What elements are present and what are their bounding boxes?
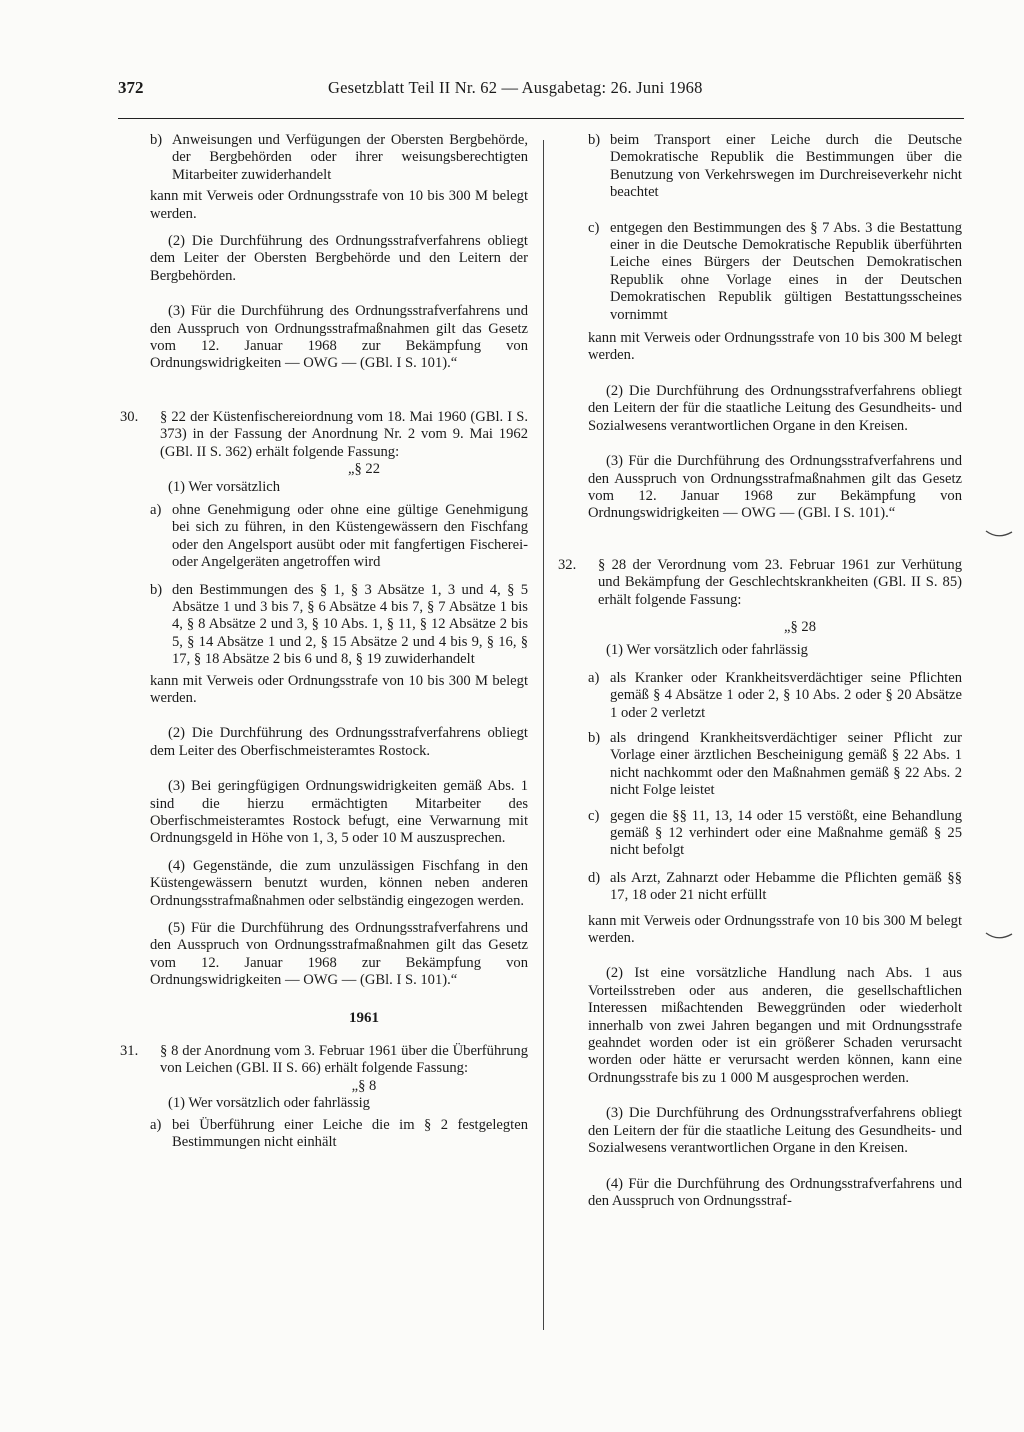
item-31-a: a) bei Überführung einer Leiche die im § 2 festgelegten Bestimmungen nicht einhält (150, 1116, 528, 1151)
item-31-section: „§ 8 (351, 1077, 377, 1094)
item-32-b: b) als dringend Krankheitsverdächtiger seiner Pflicht zur Vorlage einer ärztlichen Bescheinigung gemäß § 22 Abs. 1 nicht nachkommt oder den Maßnahmen gemäß § 22 Abs. 2 nicht Folge leistet (588, 729, 962, 799)
column-divider (543, 140, 544, 1330)
item-30-p1: (1) Wer vorsätzlich (168, 478, 281, 495)
item-30-p2: (2) Die Durchführung des Ordnungsstrafverfahrens obliegt dem Leiter des Oberfischmeisteramtes Rostock. (150, 725, 528, 759)
left-b-penalty: kann mit Verweis oder Ordnungsstrafe von 10 bis 300 M belegt werden. (150, 188, 528, 222)
page-header (118, 78, 964, 106)
item-31-p1: (1) Wer vorsätzlich oder fahrlässig (168, 1095, 370, 1112)
margin-mark (984, 930, 1014, 944)
item-32-number: 32. (558, 556, 577, 573)
right-item-b: b) beim Transport einer Leiche durch die Deutsche Demokratische Republik die Bestimmungen über die Benutzung von Verkehrswegen im Durchreiseverkehr nicht beachtet (588, 132, 962, 201)
right-item-c: c) entgegen den Bestimmungen des § 7 Abs. 3 die Bestattung einer in die Deutsche Demokratische Republik überführten Leiche eines Bürgers der Deutschen Demokratischen Republik ohne Vorlage eines in der Deutschen Demokratischen Republik gültigen Bestattungsscheines vornimmt (588, 219, 962, 323)
item-30-p3: (3) Bei geringfügigen Ordnungswidrigkeiten gemäß Abs. 1 sind die hierzu ermächtigten Mitarbeiter des Oberfischmeisteramtes Rostock befugt, eine Verwarnung mit Ordnungsgeld in Höhe von 1, 3, 5 oder 10 M auszusprechen. (150, 778, 528, 847)
item-32-a: a) als Kranker oder Krankheitsverdächtiger seine Pflichten gemäß § 4 Absätze 1 oder 2, § 10 Abs. 2 oder § 20 Absätze 1 oder 2 verletzt (588, 669, 962, 721)
right-paragraph-2: (2) Die Durchführung des Ordnungsstrafverfahrens obliegt den Leitern der für die staatliche Leitung des Gesundheits- und Sozialwesens verantwortlichen Organe in den Kreisen. (588, 382, 962, 434)
item-32-q4: (4) Für die Durchführung des Ordnungsstrafverfahrens und den Ausspruch von Ordnungsstraf- (588, 1175, 962, 1209)
item-30-text: § 22 der Küstenfischereiordnung vom 18. Mai 1960 (GBl. I S. 373) in der Fassung der Anordnung Nr. 2 vom 9. Mai 1962 (GBl. II S. 362) erhält folgende Fassung: (160, 408, 528, 460)
item-30-p5: (5) Für die Durchführung des Ordnungsstrafverfahrens und den Ausspruch von Ordnungsstrafmaßnahmen gilt das Gesetz vom 12. Januar 1968 zur Bekämpfung von Ordnungswidrigkeiten — OWG — (GBl. I S. 101).“ (150, 920, 528, 989)
gazette-title: Gesetzblatt Teil II Nr. 62 — Ausgabetag: 26. Juni 1968 (328, 78, 703, 97)
item-32-q2: (2) Ist eine vorsätzliche Handlung nach Abs. 1 aus Vorteilsstreben oder aus anderen, die gesellschaftlichen Interessen mißachtenden Beweggründen oder wiederholt innerhalb von zwei Jahren begangen und mit Ordnungsstrafe geahndet worden oder ist ein größerer Schaden verursacht worden oder hätte er verursacht werden können, kann eine Ordnungsstrafe bis zu 1 000 M ausgesprochen werden. (588, 965, 962, 1086)
item-32-text: § 28 der Verordnung vom 23. Februar 1961 zur Verhütung und Bekämpfung der Geschlechtskrankheiten (GBl. II S. 85) erhält folgende Fassung: (598, 556, 962, 608)
item-30-p4: (4) Gegenstände, die zum unzulässigen Fischfang in den Küstengewässern benutzt wurden, können neben anderen Ordnungsstrafmaßnahmen oder selbständig eingezogen werden. (150, 857, 528, 909)
item-32-p1: (1) Wer vorsätzlich oder fahrlässig (606, 642, 808, 659)
item-32-penalty: kann mit Verweis oder Ordnungsstrafe von 10 bis 300 M belegt werden. (588, 912, 962, 947)
page-number: 372 (118, 78, 144, 97)
right-column (558, 132, 962, 1210)
left-paragraph-3: (3) Für die Durchführung des Ordnungsstrafverfahrens und den Ausspruch von Ordnungsstrafmaßnahmen gilt das Gesetz vom 12. Januar 1968 zur Bekämpfung von Ordnungswidrigkeiten — OWG — (GBl. I S. 101).“ (150, 303, 528, 372)
item-30-number: 30. (120, 408, 139, 425)
item-31 (120, 1043, 528, 1078)
item-30 (120, 409, 528, 461)
right-penalty: kann mit Verweis oder Ordnungsstrafe von 10 bis 300 M belegt werden. (588, 330, 962, 364)
left-item-b: b) Anweisungen und Verfügungen der Obersten Bergbehörde, der Bergbehörden oder ihrer weisungsberechtigten Mitarbeiter zuwiderhandelt (150, 132, 528, 183)
item-32-q3: (3) Die Durchführung des Ordnungsstrafverfahrens obliegt den Leitern der für die staatliche Leitung des Gesundheits- und Sozialwesens verantwortlichen Organe in den Kreisen. (588, 1105, 962, 1157)
item-32-c: c) gegen die §§ 11, 13, 14 oder 15 verstößt, eine Behandlung gemäß § 12 verhindert oder eine Maßnahme gemäß § 25 nicht befolgt (588, 807, 962, 859)
year-heading: 1961 (349, 1009, 379, 1026)
left-column (120, 132, 528, 1152)
item-32 (558, 557, 962, 609)
item-31-number: 31. (120, 1043, 139, 1060)
item-30-a: a) ohne Genehmigung oder ohne eine gültige Genehmigung bei sich zu führen, in den Küstengewässern den Fischfang oder den Angelsport ausübt oder mit fangfertigen Fischerei- oder Angelgeräten angetroffen wird (150, 501, 528, 571)
item-30-section: „§ 22 (347, 461, 381, 478)
item-30-b: b) den Bestimmungen des § 1, § 3 Absätze 1, 3 und 4, § 5 Absätze 1 und 3 bis 7, § 6 Absätze 4 bis 7, § 7 Absätze 1 bis 4, § 8 Absätze 2 und 3, § 10 Abs. 1, § 11, § 12 Absätze 2 bis 5, § 14 Absätze 1 und 2, § 15 Absätze 2 und 4 bis 9, § 16, § 17, § 18 Absätze 2 bis 6 und 8, § 19 zuwiderhandelt (150, 581, 528, 668)
right-paragraph-3: (3) Für die Durchführung des Ordnungsstrafverfahrens und den Ausspruch von Ordnungsstrafmaßnahmen gilt das Gesetz vom 12. Januar 1968 zur Bekämpfung von Ordnungswidrigkeiten — OWG — (GBl. I S. 101).“ (588, 453, 962, 522)
item-32-section: „§ 28 (783, 618, 817, 635)
item-30-penalty: kann mit Verweis oder Ordnungsstrafe von 10 bis 300 M belegt werden. (150, 672, 528, 706)
item-32-d: d) als Arzt, Zahnarzt oder Hebamme die Pflichten gemäß §§ 17, 18 oder 21 nicht erfüllt (588, 869, 962, 904)
margin-mark (984, 528, 1014, 542)
header-rule (118, 118, 964, 119)
left-paragraph-2: (2) Die Durchführung des Ordnungsstrafverfahrens obliegt dem Leiter der Obersten Bergbehörde und den Leitern der Bergbehörden. (150, 233, 528, 284)
item-31-text: § 8 der Anordnung vom 3. Februar 1961 über die Überführung von Leichen (GBl. II S. 66) erhält folgende Fassung: (160, 1043, 528, 1077)
